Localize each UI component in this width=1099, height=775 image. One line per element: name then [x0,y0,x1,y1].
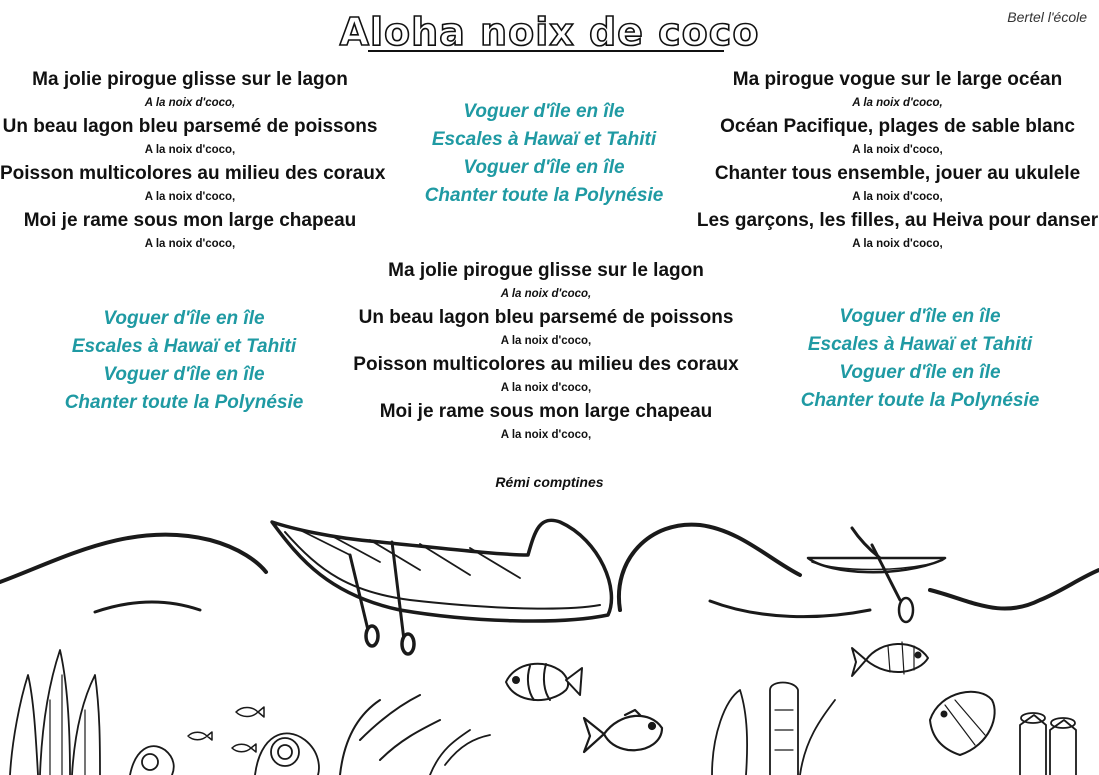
verse-line: Moi je rame sous mon large chapeau [23,210,357,231]
verse-line: Poisson multicolores au milieu des coraux [0,163,386,184]
chorus-left [30,305,338,417]
chorus-line: Chanter toute la Polynésie [64,392,304,413]
verse-refrain: A la noix d'coco, [500,335,592,347]
fish-icon [506,664,582,700]
verse-refrain: A la noix d'coco, [852,144,943,156]
chorus-right [766,303,1074,415]
chorus-line: Voguer d'île en île [839,362,1001,383]
verse-line: Ma jolie pirogue glisse sur le lagon [32,69,348,90]
coral-icon [712,683,1076,775]
chorus-line: Voguer d'île en île [103,308,265,329]
chorus-line: Voguer d'île en île [463,101,625,122]
verse-line: Ma pirogue vogue sur le large océan [732,69,1063,90]
verse-right [696,68,1099,256]
canoe-small-icon [808,528,945,622]
verse-left [0,68,386,256]
chorus-line: Chanter toute la Polynésie [424,185,664,206]
chorus-line: Escales à Hawaï et Tahiti [71,336,297,357]
verse-center [346,259,746,447]
verse-refrain: A la noix d'coco, [144,238,236,250]
fish-icon [852,642,928,676]
verse-line: Les garçons, les filles, au Heiva pour danser [696,210,1099,231]
ocean-illustration [0,500,1099,775]
verse-refrain: A la noix d'coco, [852,97,943,109]
chorus-line: Escales à Hawaï et Tahiti [431,129,657,150]
verse-refrain: A la noix d'coco, [144,97,236,109]
song-title: Aloha noix de coco [339,10,760,54]
verse-refrain: A la noix d'coco, [144,144,236,156]
verse-line: Océan Pacifique, plages de sable blanc [720,116,1075,137]
verse-refrain: A la noix d'coco, [500,288,592,300]
title-underline [368,50,724,52]
chorus-line: Voguer d'île en île [103,364,265,385]
verse-line: Un beau lagon bleu parsemé de poissons [358,307,734,328]
verse-refrain: A la noix d'coco, [852,238,943,250]
fish-icon [930,692,995,755]
verse-refrain: A la noix d'coco, [852,191,943,203]
coral-icon [10,650,490,775]
canoe-large-icon [272,520,611,654]
verse-refrain: A la noix d'coco, [500,429,592,441]
verse-refrain: A la noix d'coco, [500,382,592,394]
verse-refrain: A la noix d'coco, [144,191,236,203]
author-signature: Bertel l'école [1007,9,1087,25]
chorus-top [390,98,698,210]
fish-icon [188,707,264,752]
verse-line: Ma jolie pirogue glisse sur le lagon [388,260,704,281]
verse-line: Un beau lagon bleu parsemé de poissons [2,116,378,137]
chorus-line: Voguer d'île en île [839,306,1001,327]
verse-line: Moi je rame sous mon large chapeau [379,401,713,422]
fish-icon [584,710,662,752]
chorus-line: Chanter toute la Polynésie [800,390,1040,411]
chorus-line: Escales à Hawaï et Tahiti [807,334,1033,355]
song-credit: Rémi comptines [495,474,604,490]
verse-line: Poisson multicolores au milieu des coraux [353,354,739,375]
chorus-line: Voguer d'île en île [463,157,625,178]
verse-line: Chanter tous ensemble, jouer au ukulele [714,163,1081,184]
